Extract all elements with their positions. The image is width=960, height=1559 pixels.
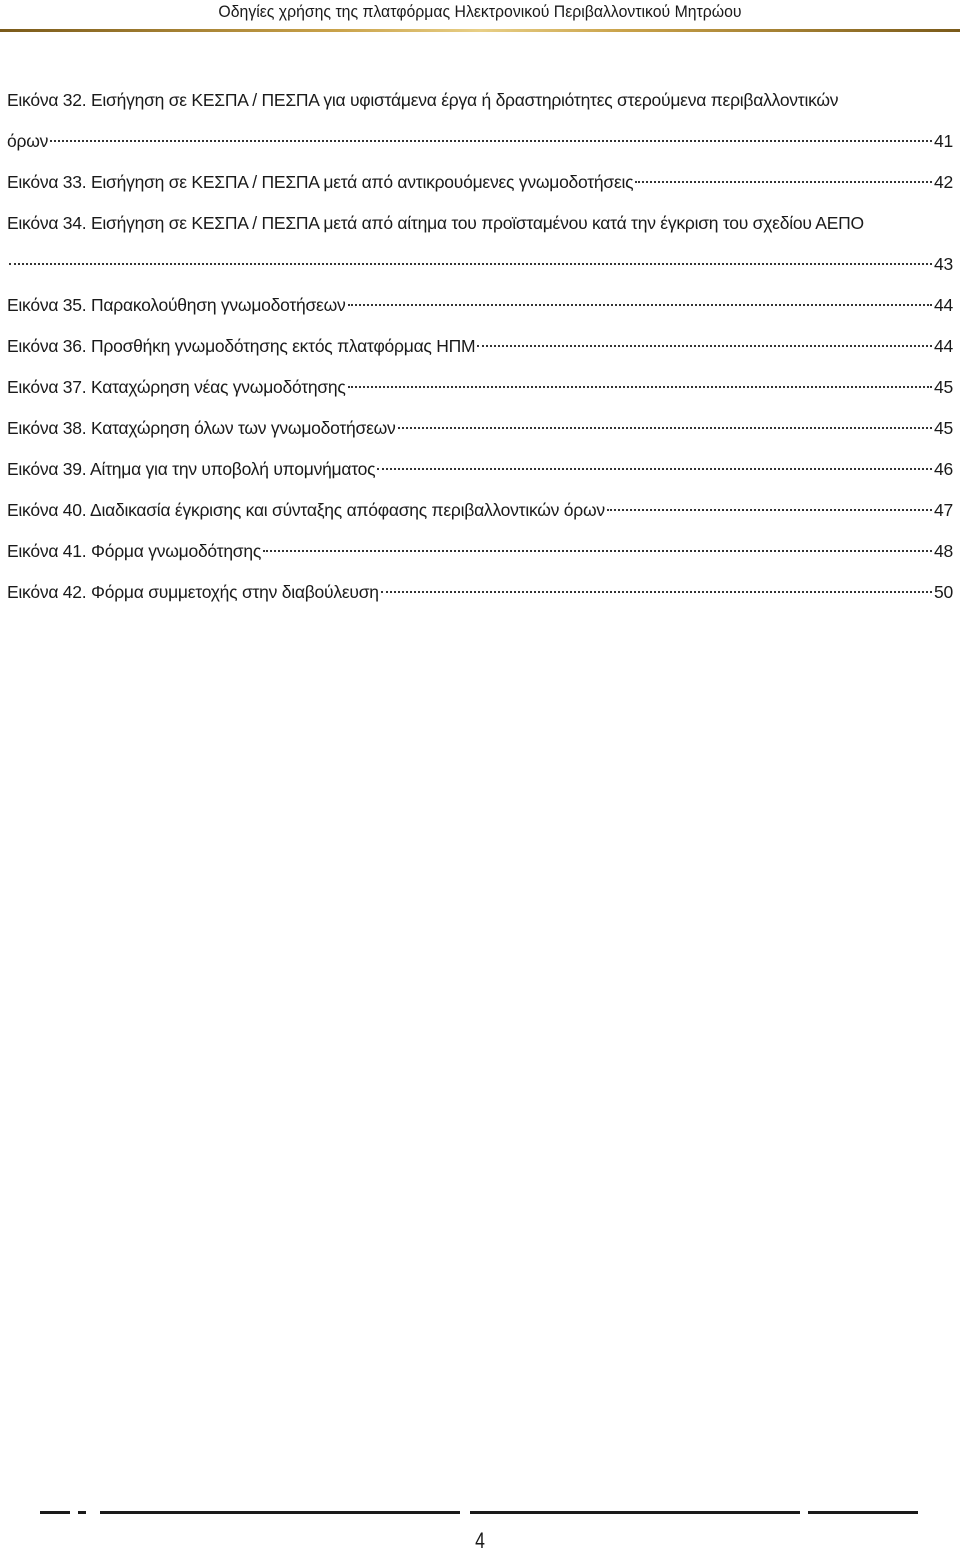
header-gold-rule — [0, 29, 960, 32]
toc-entry-label: Εικόνα 33. Εισήγηση σε ΚΕΣΠΑ / ΠΕΣΠΑ μετά από αντικρουόμενες γνωμοδοτήσεις — [7, 172, 634, 192]
toc-entry-label-line1: Εικόνα 34. Εισήγηση σε ΚΕΣΠΑ / ΠΕΣΠΑ μετά από αίτημα του προϊσταμένου κατά την έγκριση του σχεδίου ΑΕΠΟ — [7, 213, 864, 233]
toc-entry[interactable] — [7, 203, 953, 285]
dot-leader — [348, 304, 933, 306]
toc-entry-label: Εικόνα 36. Προσθήκη γνωμοδότησης εκτός πλατφόρμας ΗΠΜ — [7, 336, 476, 356]
toc-entry-page-number: 44 — [934, 295, 953, 315]
dot-leader — [263, 550, 932, 552]
dot-leader — [635, 181, 932, 183]
toc-entry-page-number: 42 — [934, 172, 953, 192]
toc-entry[interactable] — [7, 572, 953, 613]
toc-entry-page-number: 41 — [934, 131, 953, 151]
toc-entry-page-number: 43 — [934, 254, 953, 274]
toc-entry-page-number: 44 — [934, 336, 953, 356]
dot-leader — [377, 468, 932, 470]
table-of-figures — [7, 80, 953, 613]
toc-entry[interactable] — [7, 408, 953, 449]
page-number: 4 — [475, 1528, 485, 1553]
running-header: Οδηγίες χρήσης της πλατφόρμας Ηλεκτρονικού Περιβαλλοντικού Μητρώου — [218, 2, 742, 21]
toc-entry[interactable] — [7, 449, 953, 490]
toc-entry-page-number: 45 — [934, 418, 953, 438]
toc-entry[interactable] — [7, 326, 953, 367]
toc-entry-label: Εικόνα 35. Παρακολούθηση γνωμοδοτήσεων — [7, 295, 346, 315]
dot-leader — [607, 509, 932, 511]
toc-entry-page-number: 48 — [934, 541, 953, 561]
toc-entry[interactable] — [7, 162, 953, 203]
toc-entry-label: Εικόνα 42. Φόρμα συμμετοχής στην διαβούλευση — [7, 582, 379, 602]
toc-entry[interactable] — [7, 285, 953, 326]
toc-entry[interactable] — [7, 490, 953, 531]
toc-entry[interactable] — [7, 367, 953, 408]
toc-entry-label: Εικόνα 40. Διαδικασία έγκρισης και σύνταξης απόφασης περιβαλλοντικών όρων — [7, 500, 605, 520]
toc-entry-label: Εικόνα 41. Φόρμα γνωμοδότησης — [7, 541, 262, 561]
dot-leader — [9, 263, 932, 265]
toc-entry[interactable] — [7, 531, 953, 572]
dot-leader — [381, 591, 932, 593]
dot-leader — [50, 140, 932, 142]
toc-entry[interactable] — [7, 80, 953, 162]
dot-leader — [398, 427, 932, 429]
toc-entry-page-number: 45 — [934, 377, 953, 397]
toc-entry-label: Εικόνα 38. Καταχώρηση όλων των γνωμοδοτήσεων — [7, 418, 396, 438]
toc-entry-label: Εικόνα 37. Καταχώρηση νέας γνωμοδότησης — [7, 377, 346, 397]
dot-leader — [477, 345, 932, 347]
toc-entry-page-number: 47 — [934, 500, 953, 520]
toc-entry-page-number: 46 — [934, 459, 953, 479]
toc-entry-label: Εικόνα 39. Αίτημα για την υποβολή υπομνήματος — [7, 459, 376, 479]
dot-leader — [348, 386, 932, 388]
toc-entry-label: όρων — [7, 131, 49, 151]
footer-rule — [40, 1511, 920, 1514]
toc-entry-label-line1: Εικόνα 32. Εισήγηση σε ΚΕΣΠΑ / ΠΕΣΠΑ για υφιστάμενα έργα ή δραστηριότητες στερούμενα περιβαλλοντικών — [7, 90, 839, 110]
toc-entry-page-number: 50 — [934, 582, 953, 602]
